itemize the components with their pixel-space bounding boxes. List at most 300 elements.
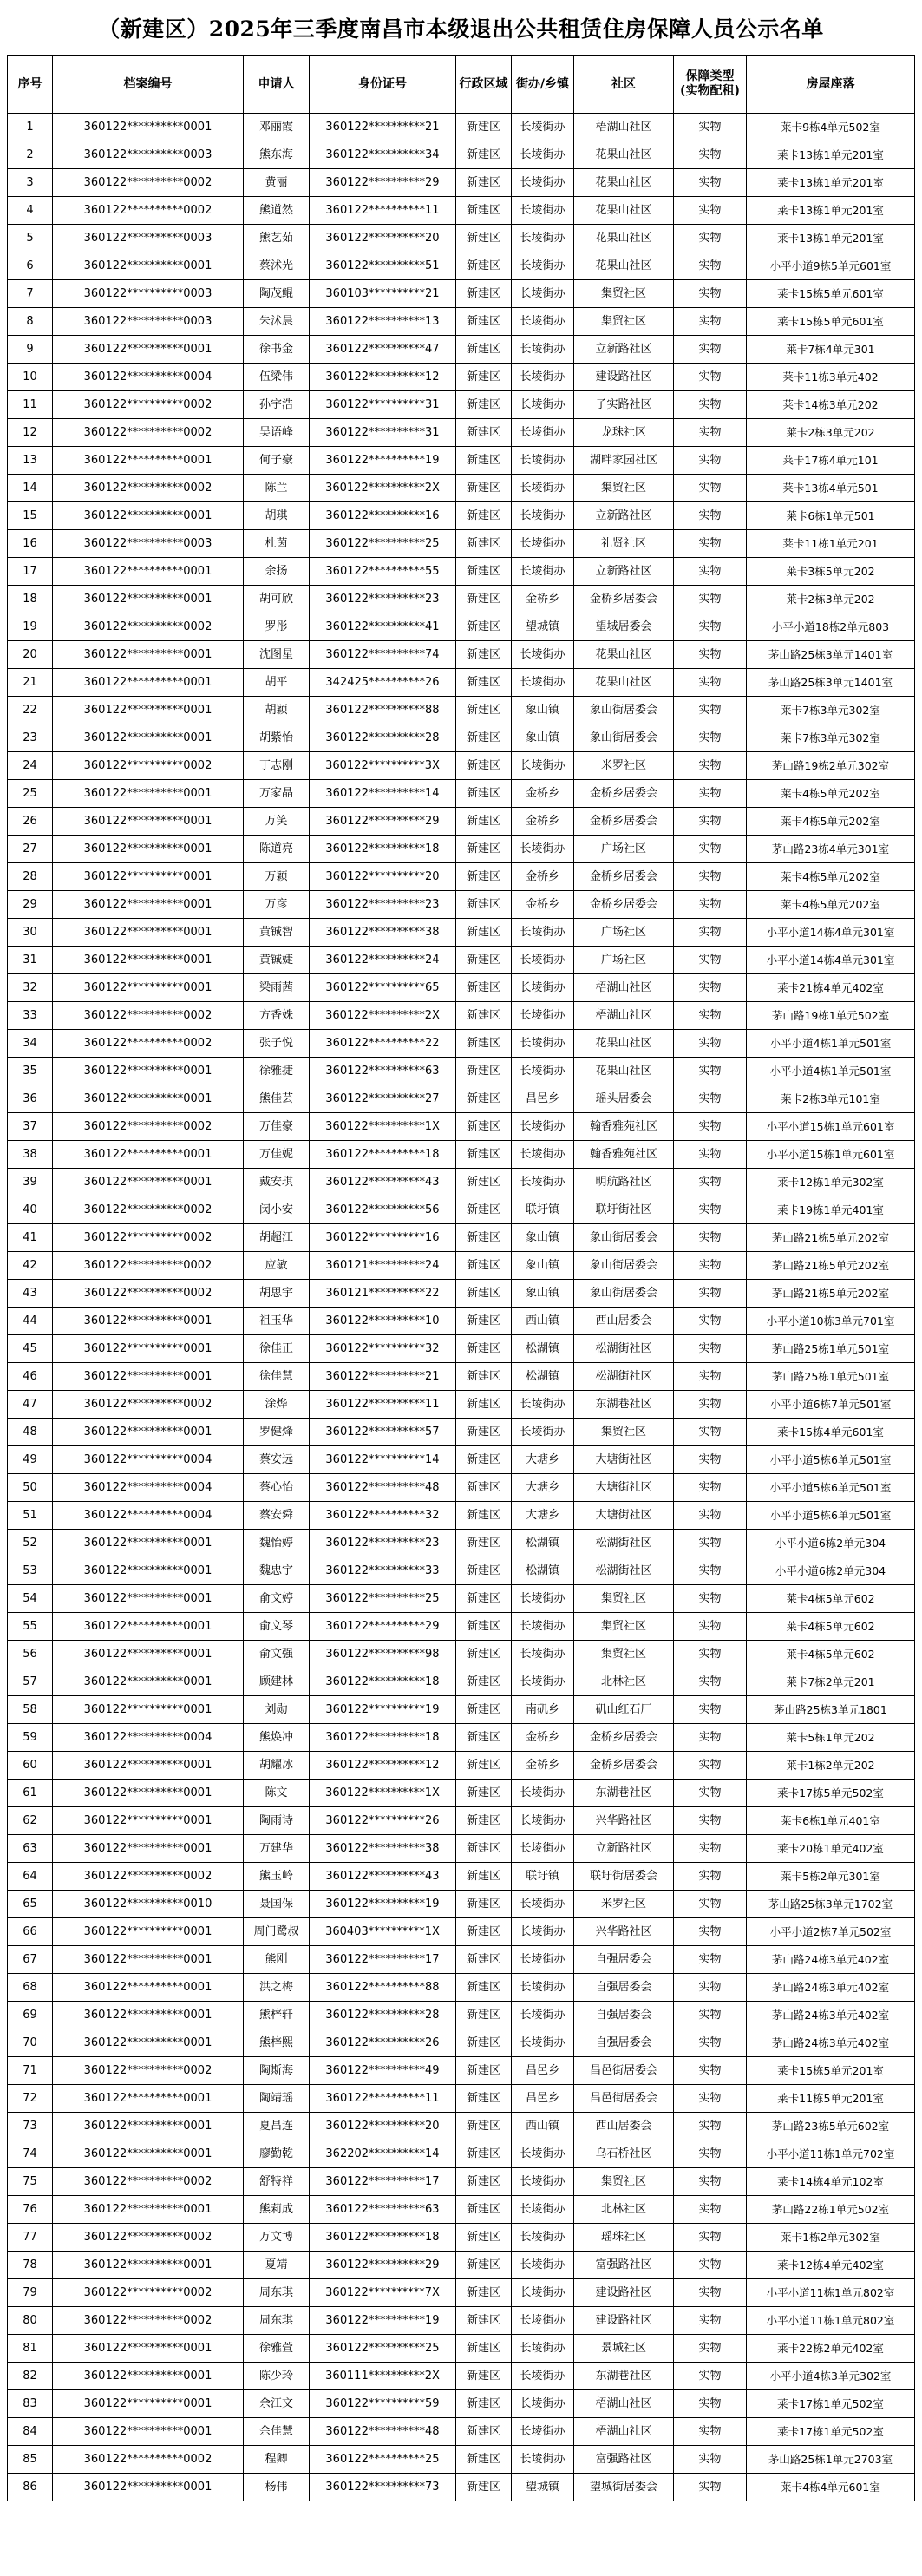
support-type-cell: 实物 [674,2196,747,2224]
table-row [8,836,915,863]
row-number-cell: 70 [8,2029,53,2057]
row-number-cell: 24 [8,752,53,780]
id-number-cell: 360122**********88 [310,697,456,724]
community-cell: 建设路社区 [574,2307,674,2335]
file-number-cell: 360122**********0004 [53,1502,244,1530]
community-cell: 梧湖山社区 [574,2418,674,2446]
table-row [8,475,915,502]
community-cell: 集贸社区 [574,475,674,502]
community-cell: 集贸社区 [574,308,674,336]
house-address-cell: 小平小道5栋6单元501室 [747,1502,915,1530]
district-cell: 新建区 [456,891,512,919]
support-type-cell: 实物 [674,1946,747,1974]
id-number-cell: 360122**********23 [310,891,456,919]
row-number-cell: 37 [8,1113,53,1141]
row-number-cell: 57 [8,1668,53,1696]
house-address-cell: 茅山路22栋1单元502室 [747,2196,915,2224]
file-number-cell: 360122**********0001 [53,1668,244,1696]
district-cell: 新建区 [456,1502,512,1530]
subdistrict-cell: 长堎街办 [512,1419,574,1446]
subdistrict-cell: 象山镇 [512,1280,574,1308]
support-type-cell: 实物 [674,2335,747,2363]
column-header: 社区 [574,56,674,114]
applicant-name-cell: 朱沭晨 [244,308,310,336]
district-cell: 新建区 [456,391,512,419]
district-cell: 新建区 [456,1335,512,1363]
applicant-name-cell: 徐佳正 [244,1335,310,1363]
district-cell: 新建区 [456,947,512,974]
community-cell: 联圩街社区 [574,1196,674,1224]
id-number-cell: 360122**********22 [310,1030,456,1058]
subdistrict-cell: 长堎街办 [512,1641,574,1668]
support-type-cell: 实物 [674,475,747,502]
id-number-cell: 360122**********27 [310,1085,456,1113]
table-header-row [8,56,915,114]
applicant-name-cell: 万佳豪 [244,1113,310,1141]
subdistrict-cell: 长堎街办 [512,1835,574,1863]
applicant-name-cell: 戴安琪 [244,1169,310,1196]
row-number-cell: 11 [8,391,53,419]
applicant-name-cell: 余江文 [244,2390,310,2418]
applicant-name-cell: 顾建林 [244,1668,310,1696]
file-number-cell: 360122**********0001 [53,1085,244,1113]
applicant-name-cell: 万文博 [244,2224,310,2252]
community-cell: 金桥乡居委会 [574,808,674,836]
file-number-cell: 360122**********0002 [53,1863,244,1891]
house-address-cell: 莱卡15栋5单元601室 [747,280,915,308]
district-cell: 新建区 [456,558,512,586]
house-address-cell: 莱卡21栋4单元402室 [747,974,915,1002]
file-number-cell: 360122**********0001 [53,863,244,891]
district-cell: 新建区 [456,974,512,1002]
row-number-cell: 5 [8,225,53,252]
district-cell: 新建区 [456,2168,512,2196]
applicant-name-cell: 熊刚 [244,1946,310,1974]
table-row [8,1780,915,1807]
row-number-cell: 47 [8,1391,53,1419]
row-number-cell: 2 [8,141,53,169]
support-type-cell: 实物 [674,1530,747,1557]
community-cell: 龙珠社区 [574,419,674,447]
community-cell: 花果山社区 [574,1030,674,1058]
district-cell: 新建区 [456,1252,512,1280]
applicant-name-cell: 余扬 [244,558,310,586]
applicant-name-cell: 何子豪 [244,447,310,475]
community-cell: 昌邑街居委会 [574,2085,674,2113]
house-address-cell: 莱卡4栋5单元202室 [747,808,915,836]
id-number-cell: 360122**********18 [310,836,456,863]
community-cell: 自强居委会 [574,1974,674,2002]
district-cell: 新建区 [456,1835,512,1863]
house-address-cell: 小平小道6栋2单元304 [747,1530,915,1557]
file-number-cell: 360122**********0002 [53,169,244,197]
subdistrict-cell: 长堎街办 [512,447,574,475]
support-type-cell: 实物 [674,752,747,780]
id-number-cell: 360122**********1X [310,1780,456,1807]
file-number-cell: 360122**********0001 [53,1557,244,1585]
subdistrict-cell: 金桥乡 [512,586,574,613]
table-row [8,2307,915,2335]
district-cell: 新建区 [456,475,512,502]
subdistrict-cell: 长堎街办 [512,2307,574,2335]
house-address-cell: 莱卡7栋3单元302室 [747,697,915,724]
support-type-cell: 实物 [674,1335,747,1363]
district-cell: 新建区 [456,502,512,530]
district-cell: 新建区 [456,2446,512,2474]
row-number-cell: 33 [8,1002,53,1030]
row-number-cell: 27 [8,836,53,863]
district-cell: 新建区 [456,2363,512,2390]
applicant-name-cell: 万家晶 [244,780,310,808]
district-cell: 新建区 [456,1474,512,1502]
house-address-cell: 莱卡2栋3单元202 [747,586,915,613]
row-number-cell: 16 [8,530,53,558]
district-cell: 新建区 [456,1530,512,1557]
subdistrict-cell: 长堎街办 [512,1974,574,2002]
house-address-cell: 小平小道4栋1单元501室 [747,1058,915,1085]
file-number-cell: 360122**********0002 [53,2168,244,2196]
community-cell: 梧湖山社区 [574,974,674,1002]
community-cell: 明航路社区 [574,1169,674,1196]
applicant-name-cell: 余佳慧 [244,2418,310,2446]
support-type-cell: 实物 [674,1641,747,1668]
subdistrict-cell: 长堎街办 [512,1613,574,1641]
community-cell: 立新路社区 [574,336,674,364]
table-row [8,1641,915,1668]
id-number-cell: 360122**********11 [310,197,456,225]
applicant-name-cell: 万颖 [244,863,310,891]
subdistrict-cell: 长堎街办 [512,530,574,558]
id-number-cell: 360122**********26 [310,2029,456,2057]
applicant-name-cell: 刘勋 [244,1696,310,1724]
id-number-cell: 360122**********43 [310,1863,456,1891]
community-cell: 景城社区 [574,2335,674,2363]
table-row [8,1752,915,1780]
district-cell: 新建区 [456,724,512,752]
house-address-cell: 莱卡9栋4单元502室 [747,114,915,141]
subdistrict-cell: 昌邑乡 [512,2085,574,2113]
community-cell: 望城居委会 [574,613,674,641]
support-type-cell: 实物 [674,114,747,141]
table-row [8,141,915,169]
community-cell: 北林社区 [574,2196,674,2224]
id-number-cell: 360122**********31 [310,419,456,447]
district-cell: 新建区 [456,1419,512,1446]
row-number-cell: 51 [8,1502,53,1530]
house-address-cell: 莱卡17栋1单元502室 [747,2390,915,2418]
support-type-cell: 实物 [674,197,747,225]
applicant-name-cell: 吴语峰 [244,419,310,447]
row-number-cell: 46 [8,1363,53,1391]
subdistrict-cell: 长堎街办 [512,141,574,169]
file-number-cell: 360122**********0001 [53,1585,244,1613]
id-number-cell: 360122**********17 [310,1946,456,1974]
table-row [8,2029,915,2057]
house-address-cell: 莱卡4栋5单元602 [747,1641,915,1668]
support-type-cell: 实物 [674,1613,747,1641]
table-row [8,2446,915,2474]
district-cell: 新建区 [456,530,512,558]
row-number-cell: 14 [8,475,53,502]
table-row [8,891,915,919]
table-row [8,1724,915,1752]
file-number-cell: 360122**********0001 [53,1835,244,1863]
row-number-cell: 20 [8,641,53,669]
support-type-cell: 实物 [674,419,747,447]
file-number-cell: 360122**********0002 [53,1391,244,1419]
row-number-cell: 15 [8,502,53,530]
id-number-cell: 360122**********23 [310,586,456,613]
row-number-cell: 72 [8,2085,53,2113]
subdistrict-cell: 金桥乡 [512,863,574,891]
community-cell: 集贸社区 [574,280,674,308]
community-cell: 花果山社区 [574,669,674,697]
row-number-cell: 28 [8,863,53,891]
support-type-cell: 实物 [674,1085,747,1113]
file-number-cell: 360122**********0001 [53,1335,244,1363]
table-row [8,1113,915,1141]
district-cell: 新建区 [456,808,512,836]
house-address-cell: 莱卡1栋2单元302室 [747,2224,915,2252]
house-address-cell: 莱卡11栋3单元402 [747,364,915,391]
table-row [8,1085,915,1113]
community-cell: 礼贤社区 [574,530,674,558]
applicant-name-cell: 廖勤乾 [244,2140,310,2168]
house-address-cell: 莱卡2栋3单元202 [747,419,915,447]
subdistrict-cell: 长堎街办 [512,1891,574,1918]
file-number-cell: 360122**********0001 [53,919,244,947]
file-number-cell: 360122**********0001 [53,252,244,280]
id-number-cell: 360111**********2X [310,2363,456,2390]
district-cell: 新建区 [456,1308,512,1335]
house-address-cell: 小平小道15栋1单元601室 [747,1113,915,1141]
district-cell: 新建区 [456,447,512,475]
file-number-cell: 360122**********0003 [53,225,244,252]
subdistrict-cell: 长堎街办 [512,2390,574,2418]
applicant-name-cell: 胡耀冰 [244,1752,310,1780]
file-number-cell: 360122**********0001 [53,2140,244,2168]
table-row [8,2418,915,2446]
table-row [8,1446,915,1474]
house-address-cell: 莱卡4栋4单元601室 [747,2474,915,2501]
district-cell: 新建区 [456,2279,512,2307]
support-type-cell: 实物 [674,364,747,391]
table-row [8,1169,915,1196]
subdistrict-cell: 昌邑乡 [512,2057,574,2085]
district-cell: 新建区 [456,697,512,724]
table-row [8,2335,915,2363]
support-type-cell: 实物 [674,2363,747,2390]
applicant-name-cell: 蔡沭光 [244,252,310,280]
support-type-cell: 实物 [674,1058,747,1085]
community-cell: 花果山社区 [574,141,674,169]
applicant-name-cell: 聂国保 [244,1891,310,1918]
house-address-cell: 茅山路19栋1单元502室 [747,1002,915,1030]
support-type-cell: 实物 [674,1419,747,1446]
file-number-cell: 360122**********0002 [53,1224,244,1252]
row-number-cell: 66 [8,1918,53,1946]
id-number-cell: 360122**********14 [310,780,456,808]
table-row [8,669,915,697]
community-cell: 花果山社区 [574,169,674,197]
id-number-cell: 360122**********43 [310,1169,456,1196]
support-type-cell: 实物 [674,1891,747,1918]
applicant-name-cell: 熊道然 [244,197,310,225]
house-address-cell: 莱卡4栋5单元202室 [747,780,915,808]
table-row [8,1391,915,1419]
file-number-cell: 360122**********0001 [53,336,244,364]
support-type-cell: 实物 [674,1724,747,1752]
row-number-cell: 77 [8,2224,53,2252]
row-number-cell: 36 [8,1085,53,1113]
row-number-cell: 29 [8,891,53,919]
subdistrict-cell: 长堎街办 [512,641,574,669]
district-cell: 新建区 [456,780,512,808]
applicant-name-cell: 胡思宇 [244,1280,310,1308]
applicant-name-cell: 熊东海 [244,141,310,169]
community-cell: 花果山社区 [574,252,674,280]
applicant-name-cell: 杜茵 [244,530,310,558]
subdistrict-cell: 长堎街办 [512,2279,574,2307]
house-address-cell: 小平小道14栋4单元301室 [747,919,915,947]
row-number-cell: 84 [8,2418,53,2446]
house-address-cell: 茅山路25栋1单元501室 [747,1363,915,1391]
house-address-cell: 莱卡7栋4单元301 [747,336,915,364]
row-number-cell: 78 [8,2252,53,2279]
file-number-cell: 360122**********0001 [53,1419,244,1446]
house-address-cell: 茅山路25栋3单元1702室 [747,1891,915,1918]
community-cell: 东湖巷社区 [574,2363,674,2390]
community-cell: 矶山红石厂 [574,1696,674,1724]
row-number-cell: 85 [8,2446,53,2474]
house-address-cell: 小平小道9栋5单元601室 [747,252,915,280]
district-cell: 新建区 [456,1918,512,1946]
applicant-name-cell: 蔡心怡 [244,1474,310,1502]
subdistrict-cell: 金桥乡 [512,1752,574,1780]
file-number-cell: 360122**********0001 [53,1308,244,1335]
file-number-cell: 360122**********0002 [53,2446,244,2474]
district-cell: 新建区 [456,1113,512,1141]
row-number-cell: 38 [8,1141,53,1169]
community-cell: 昌邑街居委会 [574,2057,674,2085]
row-number-cell: 69 [8,2002,53,2029]
support-type-cell: 实物 [674,2390,747,2418]
applicant-name-cell: 陶斯海 [244,2057,310,2085]
house-address-cell: 莱卡6栋1单元501 [747,502,915,530]
id-number-cell: 360122**********18 [310,1668,456,1696]
file-number-cell: 360122**********0001 [53,1363,244,1391]
house-address-cell: 茅山路21栋5单元202室 [747,1252,915,1280]
id-number-cell: 360122**********14 [310,1446,456,1474]
support-type-cell: 实物 [674,891,747,919]
file-number-cell: 360122**********0002 [53,1113,244,1141]
house-address-cell: 莱卡7栋2单元201 [747,1668,915,1696]
applicant-name-cell: 魏怡婷 [244,1530,310,1557]
district-cell: 新建区 [456,752,512,780]
id-number-cell: 360122**********49 [310,2057,456,2085]
community-cell: 花果山社区 [574,225,674,252]
table-row [8,419,915,447]
file-number-cell: 360122**********0001 [53,1696,244,1724]
applicant-name-cell: 罗彤 [244,613,310,641]
id-number-cell: 360122**********19 [310,2307,456,2335]
id-number-cell: 360122**********20 [310,225,456,252]
house-address-cell: 莱卡4栋5单元602 [747,1613,915,1641]
file-number-cell: 360122**********0001 [53,1058,244,1085]
subdistrict-cell: 长堎街办 [512,1946,574,1974]
row-number-cell: 82 [8,2363,53,2390]
subdistrict-cell: 长堎街办 [512,1807,574,1835]
support-type-cell: 实物 [674,1780,747,1807]
subdistrict-cell: 大塘乡 [512,1502,574,1530]
applicant-name-cell: 万彦 [244,891,310,919]
applicant-name-cell: 梁雨茜 [244,974,310,1002]
id-number-cell: 360122**********21 [310,114,456,141]
applicant-name-cell: 熊玉岭 [244,1863,310,1891]
district-cell: 新建区 [456,1363,512,1391]
row-number-cell: 12 [8,419,53,447]
applicant-name-cell: 俞文琴 [244,1613,310,1641]
district-cell: 新建区 [456,2002,512,2029]
id-number-cell: 360122**********65 [310,974,456,1002]
support-type-cell: 实物 [674,280,747,308]
applicant-name-cell: 周东琪 [244,2279,310,2307]
table-row [8,724,915,752]
house-address-cell: 莱卡17栋4单元101 [747,447,915,475]
id-number-cell: 360122**********23 [310,1530,456,1557]
id-number-cell: 360122**********10 [310,1308,456,1335]
file-number-cell: 360122**********0001 [53,502,244,530]
support-type-cell: 实物 [674,1585,747,1613]
table-row [8,613,915,641]
table-row [8,2279,915,2307]
support-type-cell: 实物 [674,2085,747,2113]
community-cell: 自强居委会 [574,2002,674,2029]
table-row [8,2002,915,2029]
file-number-cell: 360122**********0001 [53,836,244,863]
community-cell: 自强居委会 [574,1946,674,1974]
subdistrict-cell: 长堎街办 [512,502,574,530]
support-type-cell: 实物 [674,1030,747,1058]
district-cell: 新建区 [456,641,512,669]
row-number-cell: 80 [8,2307,53,2335]
subdistrict-cell: 金桥乡 [512,780,574,808]
house-address-cell: 小平小道11栋1单元702室 [747,2140,915,2168]
id-number-cell: 360122**********73 [310,2474,456,2501]
community-cell: 广场社区 [574,836,674,863]
house-address-cell: 茅山路25栋3单元1401室 [747,669,915,697]
table-row [8,2196,915,2224]
row-number-cell: 83 [8,2390,53,2418]
applicant-name-cell: 程卿 [244,2446,310,2474]
file-number-cell: 360122**********0001 [53,1780,244,1807]
subdistrict-cell: 长堎街办 [512,1391,574,1419]
district-cell: 新建区 [456,1974,512,2002]
table-row [8,2140,915,2168]
district-cell: 新建区 [456,1946,512,1974]
support-type-cell: 实物 [674,586,747,613]
file-number-cell: 360122**********0002 [53,1002,244,1030]
table-row [8,114,915,141]
house-address-cell: 莱卡13栋1单元201室 [747,225,915,252]
subdistrict-cell: 象山镇 [512,1224,574,1252]
table-row [8,530,915,558]
community-cell: 金桥乡居委会 [574,1752,674,1780]
row-number-cell: 18 [8,586,53,613]
file-number-cell: 360122**********0002 [53,1252,244,1280]
table-row [8,225,915,252]
row-number-cell: 22 [8,697,53,724]
